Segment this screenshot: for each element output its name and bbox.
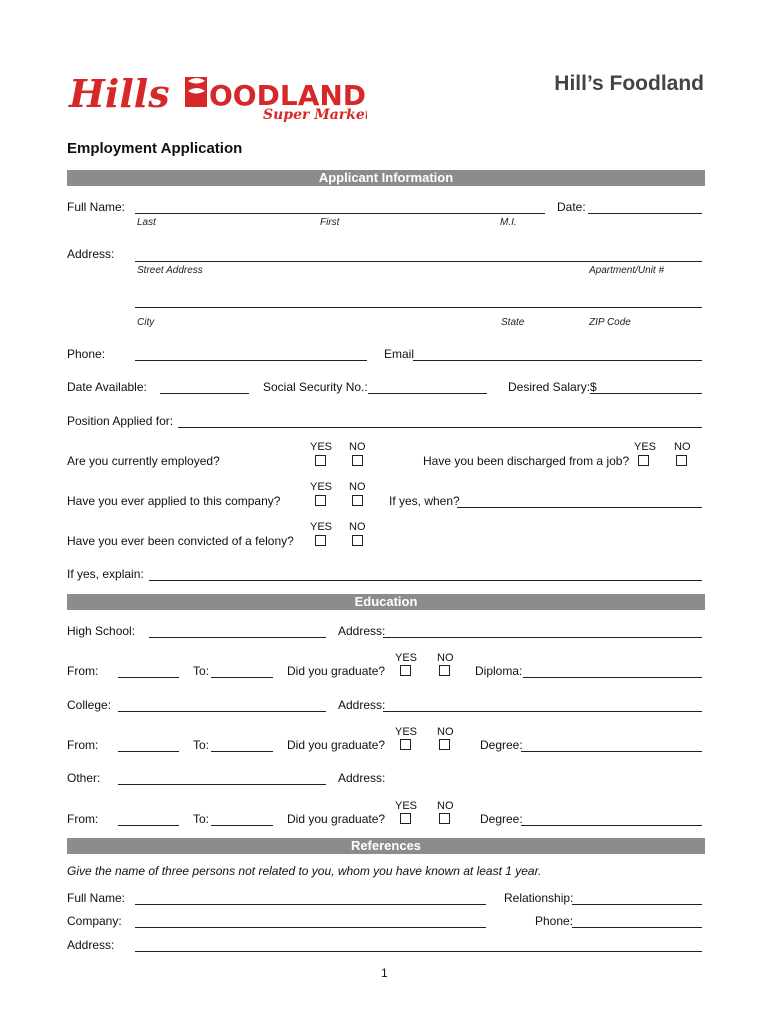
- email-field[interactable]: [413, 360, 702, 361]
- other-address-label: Address:: [338, 771, 386, 785]
- city-state-zip-field[interactable]: [135, 307, 702, 308]
- applied-no-checkbox[interactable]: [352, 495, 363, 506]
- hs-to-field[interactable]: [211, 677, 273, 678]
- discharged-yes-checkbox[interactable]: [638, 455, 649, 466]
- logo-word-foodland: OODLAND: [209, 79, 367, 112]
- college-to-label: To:: [193, 738, 210, 752]
- leaf-f-icon: [185, 77, 207, 107]
- if-yes-when-label: If yes, when?: [389, 494, 460, 508]
- high-school-address-field[interactable]: [383, 637, 702, 638]
- other-from-label: From:: [67, 812, 99, 826]
- logo-word-supermarket: Super Market: [263, 107, 367, 123]
- college-grad-no-label: NO: [437, 726, 454, 738]
- hs-grad-no-checkbox[interactable]: [439, 665, 450, 676]
- logo-word-hills: Hills: [69, 71, 170, 116]
- employed-no-checkbox[interactable]: [352, 455, 363, 466]
- discharged-no-checkbox[interactable]: [676, 455, 687, 466]
- mi-caption: M.I.: [500, 217, 517, 228]
- employed-no-label: NO: [349, 441, 366, 453]
- ref-phone-field[interactable]: [572, 927, 702, 928]
- employed-yes-checkbox[interactable]: [315, 455, 326, 466]
- applied-yes-checkbox[interactable]: [315, 495, 326, 506]
- college-grad-no-checkbox[interactable]: [439, 739, 450, 750]
- hs-from-field[interactable]: [118, 677, 179, 678]
- question-employed: Are you currently employed?: [67, 454, 220, 468]
- ref-address-label: Address:: [67, 938, 115, 952]
- other-grad-yes-checkbox[interactable]: [400, 813, 411, 824]
- discharged-yes-label: YES: [634, 441, 657, 453]
- felony-yes-checkbox[interactable]: [315, 535, 326, 546]
- hs-grad-no-label: NO: [437, 652, 454, 664]
- question-discharged: Have you been discharged from a job?: [423, 454, 630, 468]
- other-from-field[interactable]: [118, 825, 179, 826]
- hs-to-label: To:: [193, 664, 210, 678]
- ref-relationship-label: Relationship:: [504, 891, 574, 905]
- college-label: College:: [67, 698, 112, 712]
- apartment-caption: Apartment/Unit #: [589, 265, 665, 276]
- position-label: Position Applied for:: [67, 414, 174, 428]
- other-graduate-label: Did you graduate?: [287, 812, 386, 826]
- hs-grad-yes-label: YES: [395, 652, 418, 664]
- college-degree-field[interactable]: [521, 751, 702, 752]
- desired-salary-label: Desired Salary:$: [508, 380, 597, 394]
- position-field[interactable]: [178, 427, 702, 428]
- question-felony: Have you ever been convicted of a felony?: [67, 534, 294, 548]
- other-degree-label: Degree:: [480, 812, 523, 826]
- college-address-field[interactable]: [383, 711, 702, 712]
- college-from-field[interactable]: [118, 751, 179, 752]
- applied-yes-label: YES: [310, 481, 333, 493]
- section-education: Education: [67, 594, 705, 610]
- college-field[interactable]: [118, 711, 326, 712]
- high-school-field[interactable]: [149, 637, 326, 638]
- date-label: Date:: [557, 200, 586, 214]
- last-caption: Last: [137, 217, 156, 228]
- phone-field[interactable]: [135, 360, 367, 361]
- other-grad-yes-label: YES: [395, 800, 418, 812]
- other-grad-no-checkbox[interactable]: [439, 813, 450, 824]
- page-number: 1: [381, 966, 388, 980]
- form-title: Employment Application: [67, 140, 243, 157]
- email-label: Email: [384, 347, 415, 361]
- other-field[interactable]: [118, 784, 326, 785]
- diploma-label: Diploma:: [475, 664, 523, 678]
- section-applicant-information: Applicant Information: [67, 170, 705, 186]
- high-school-label: High School:: [67, 624, 136, 638]
- high-school-address-label: Address:: [338, 624, 386, 638]
- felony-no-label: NO: [349, 521, 366, 533]
- ref-full-name-field[interactable]: [135, 904, 486, 905]
- college-grad-yes-checkbox[interactable]: [400, 739, 411, 750]
- zip-caption: ZIP Code: [589, 317, 631, 328]
- college-to-field[interactable]: [211, 751, 273, 752]
- ref-full-name-label: Full Name:: [67, 891, 126, 905]
- discharged-no-label: NO: [674, 441, 691, 453]
- hs-from-label: From:: [67, 664, 99, 678]
- desired-salary-field[interactable]: [590, 393, 702, 394]
- employed-yes-label: YES: [310, 441, 333, 453]
- question-applied: Have you ever applied to this company?: [67, 494, 281, 508]
- full-name-label: Full Name:: [67, 200, 126, 214]
- other-degree-field[interactable]: [521, 825, 702, 826]
- college-grad-yes-label: YES: [395, 726, 418, 738]
- if-yes-explain-field[interactable]: [149, 580, 702, 581]
- felony-yes-label: YES: [310, 521, 333, 533]
- other-grad-no-label: NO: [437, 800, 454, 812]
- diploma-field[interactable]: [523, 677, 702, 678]
- date-available-field[interactable]: [160, 393, 249, 394]
- ref-company-field[interactable]: [135, 927, 486, 928]
- date-available-label: Date Available:: [67, 380, 147, 394]
- ref-phone-label: Phone:: [535, 914, 574, 928]
- street-address-caption: Street Address: [137, 265, 203, 276]
- ref-company-label: Company:: [67, 914, 122, 928]
- felony-no-checkbox[interactable]: [352, 535, 363, 546]
- company-name: Hill’s Foodland: [554, 72, 704, 95]
- college-degree-label: Degree:: [480, 738, 523, 752]
- hs-graduate-label: Did you graduate?: [287, 664, 386, 678]
- section-references: References: [67, 838, 705, 854]
- date-field[interactable]: [588, 213, 702, 214]
- street-address-field[interactable]: [135, 261, 702, 262]
- college-from-label: From:: [67, 738, 99, 752]
- first-caption: First: [320, 217, 340, 228]
- company-logo: [67, 67, 367, 126]
- phone-label: Phone:: [67, 347, 106, 361]
- ssn-label: Social Security No.:: [263, 380, 368, 394]
- college-graduate-label: Did you graduate?: [287, 738, 386, 752]
- address-label: Address:: [67, 247, 115, 261]
- other-to-field[interactable]: [211, 825, 273, 826]
- ssn-field[interactable]: [368, 393, 487, 394]
- ref-relationship-field[interactable]: [572, 904, 702, 905]
- applied-no-label: NO: [349, 481, 366, 493]
- college-address-label: Address:: [338, 698, 386, 712]
- other-label: Other:: [67, 771, 101, 785]
- hs-grad-yes-checkbox[interactable]: [400, 665, 411, 676]
- other-to-label: To:: [193, 812, 210, 826]
- references-instruction: Give the name of three persons not related to you, whom you have known at least 1 year.: [67, 864, 542, 878]
- ref-address-field[interactable]: [135, 951, 702, 952]
- full-name-field[interactable]: [135, 213, 545, 214]
- if-yes-when-field[interactable]: [457, 507, 702, 508]
- state-caption: State: [501, 317, 525, 328]
- if-yes-explain-label: If yes, explain:: [67, 567, 144, 581]
- city-caption: City: [137, 317, 155, 328]
